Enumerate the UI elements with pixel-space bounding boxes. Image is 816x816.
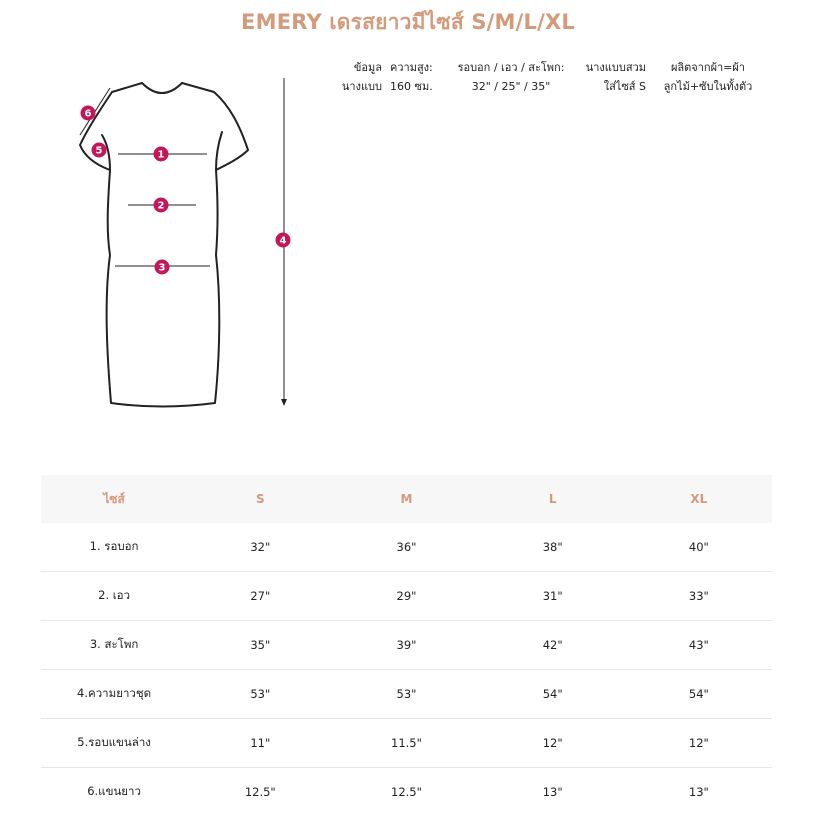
info-label-data: ข้อมูล <box>353 61 382 74</box>
cell-m: 53" <box>333 670 479 719</box>
marker-6 <box>81 106 96 121</box>
cell-l: 42" <box>480 621 626 670</box>
cell-l: 13" <box>542 785 563 799</box>
cell-xl: 54" <box>626 670 772 719</box>
svg-text:3: 3 <box>158 262 166 274</box>
size-chart-table <box>41 475 772 816</box>
table-row <box>41 621 772 670</box>
row-label: 3. สะโพก <box>41 621 187 670</box>
cell-l: 54" <box>480 670 626 719</box>
marker-5 <box>92 143 107 158</box>
svg-text:2: 2 <box>157 200 165 212</box>
page-title: EMERY เดรสยาวมีไซส์ S/M/L/XL <box>241 10 575 34</box>
table-row <box>41 670 772 719</box>
header-m: M <box>333 475 479 523</box>
header-xl: XL <box>626 475 772 523</box>
info-measurements <box>446 58 576 96</box>
info-wearing-value: ใส่ไซส์ S <box>603 80 646 93</box>
cell-xl: 13" <box>688 785 709 799</box>
dress-outline <box>80 83 248 407</box>
cell-l: 12" <box>480 719 626 768</box>
cell-s: 32" <box>187 523 333 572</box>
cell-m: 39" <box>333 621 479 670</box>
header-l: L <box>480 475 626 523</box>
marker-2 <box>154 198 169 213</box>
row-label: 5.รอบแขนล่าง <box>41 719 187 768</box>
cell-m: 11.5" <box>333 719 479 768</box>
cell-xl: 43" <box>626 621 772 670</box>
info-wearing <box>576 58 646 96</box>
table-row <box>41 768 772 816</box>
cell-l: 38" <box>480 523 626 572</box>
cell-m: 29" <box>333 572 479 621</box>
svg-text:1: 1 <box>157 149 165 161</box>
row-label: 4.ความยาวชุด <box>41 670 187 719</box>
cell-xl: 12" <box>626 719 772 768</box>
row-label: 1. รอบอก <box>41 523 187 572</box>
info-wearing-label: นางแบบสวม <box>585 61 646 74</box>
cell-s: 35" <box>187 621 333 670</box>
info-measurements-label: รอบอก / เอว / สะโพก: <box>457 61 565 74</box>
length-arrow-icon <box>281 399 287 406</box>
table-header-row <box>41 475 772 523</box>
svg-text:4: 4 <box>279 235 287 247</box>
cell-xl: 40" <box>626 523 772 572</box>
table-row <box>41 572 772 621</box>
info-height-label: ความสูง: <box>390 61 433 74</box>
dress-diagram <box>70 70 310 415</box>
row-label: 6.แขนยาว <box>87 784 141 798</box>
cell-xl: 33" <box>626 572 772 621</box>
cell-s: 27" <box>187 572 333 621</box>
info-material-value: ลูกไม้+ซับในทั้งตัว <box>663 80 753 93</box>
info-labels <box>338 58 382 96</box>
header-s: S <box>187 475 333 523</box>
cell-l: 31" <box>480 572 626 621</box>
info-measurements-value: 32" / 25" / 35" <box>471 80 551 93</box>
header-size: ไซส์ <box>41 475 187 523</box>
info-height <box>390 58 433 96</box>
measurement-lines <box>80 78 284 402</box>
cell-m: 36" <box>333 523 479 572</box>
cell-s: 11" <box>187 719 333 768</box>
cell-s: 12.5" <box>244 785 276 799</box>
markers <box>81 106 291 275</box>
row-label: 2. เอว <box>41 572 187 621</box>
info-material <box>652 58 764 96</box>
info-label-model: นางแบบ <box>341 80 382 93</box>
marker-3 <box>155 260 170 275</box>
cell-s: 53" <box>187 670 333 719</box>
table-row <box>41 523 772 572</box>
info-material-label: ผลิตจากผ้า=ผ้า <box>670 61 746 74</box>
svg-text:5: 5 <box>95 145 103 157</box>
info-height-value: 160 ซม. <box>390 80 433 93</box>
marker-1 <box>154 147 169 162</box>
table-row <box>41 719 772 768</box>
marker-4 <box>276 233 291 248</box>
cell-m: 12.5" <box>391 785 422 799</box>
svg-text:6: 6 <box>84 108 92 120</box>
